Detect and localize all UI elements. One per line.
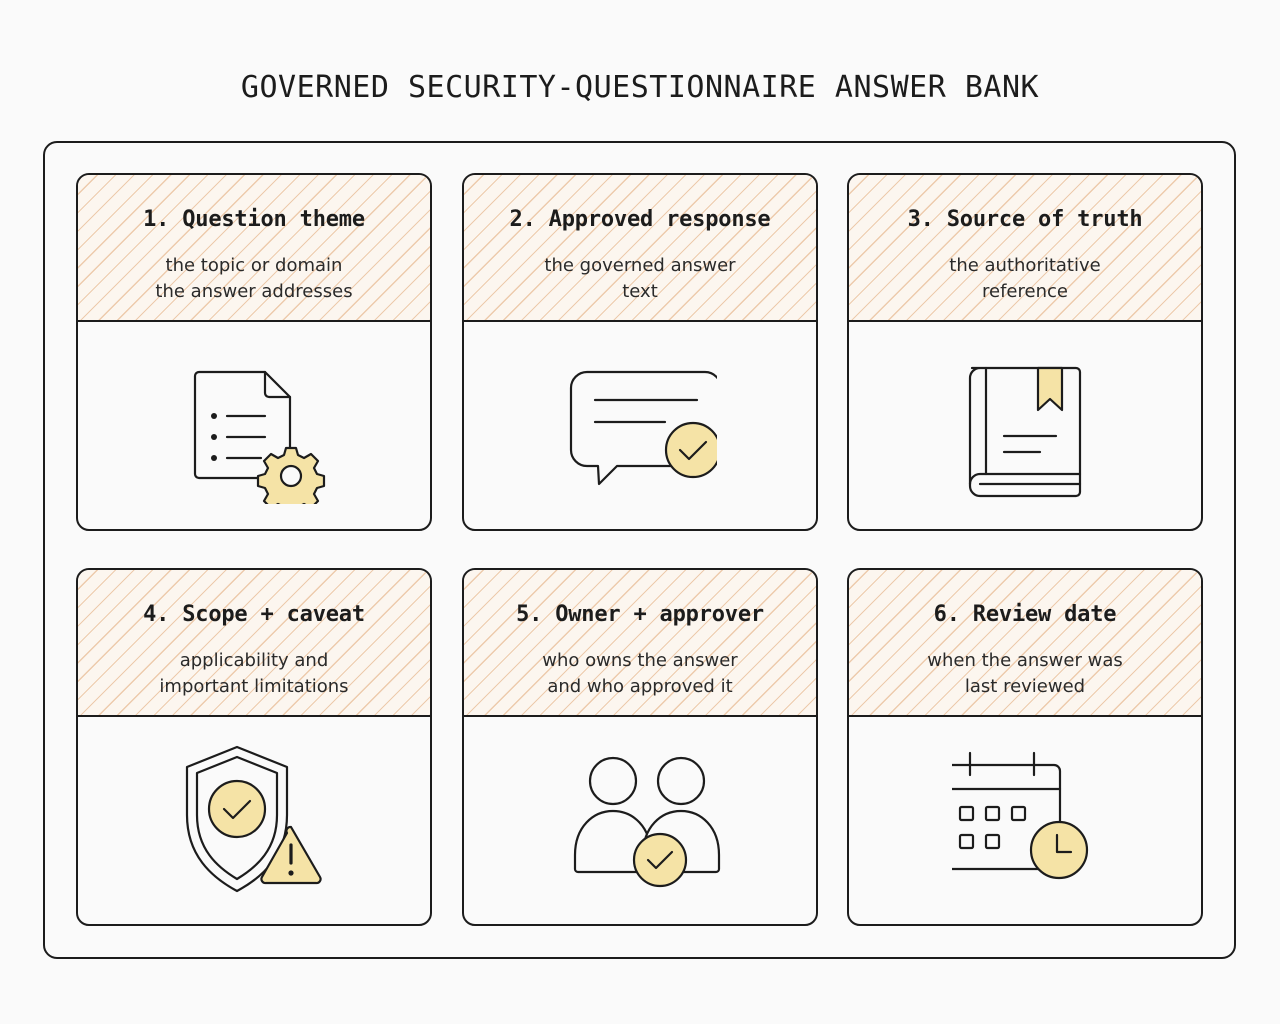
card-source-of-truth <box>847 173 1203 531</box>
card-header <box>849 570 1201 717</box>
card-description <box>494 253 786 305</box>
people-check-icon <box>542 739 742 899</box>
card-icon-area <box>78 717 430 926</box>
card-description-line: important limitations <box>159 676 349 697</box>
card-approved-response <box>462 173 818 531</box>
card-description-line: when the answer was <box>927 650 1123 671</box>
card-title: 5. Owner + approver <box>516 602 764 627</box>
card-description-line: the topic or domain <box>165 255 343 276</box>
card-description-line: text <box>622 281 658 302</box>
card-scope-caveat <box>76 568 432 926</box>
card-title: 1. Question theme <box>143 207 365 232</box>
card-title: 4. Scope + caveat <box>143 602 365 627</box>
card-owner-approver <box>462 568 818 926</box>
card-header <box>464 570 816 717</box>
document-gear-icon <box>181 344 331 504</box>
book-bookmark-icon <box>952 344 1102 504</box>
card-icon-area <box>78 322 430 531</box>
page-title: GOVERNED SECURITY-QUESTIONNAIRE ANSWER BANK <box>240 70 1040 105</box>
card-description <box>494 648 786 700</box>
card-description-line: the answer addresses <box>155 281 353 302</box>
shield-warning-icon <box>181 739 331 899</box>
card-description-line: last reviewed <box>964 676 1086 697</box>
card-description-line: the governed answer <box>544 255 736 276</box>
card-header <box>78 175 430 322</box>
card-icon-area <box>849 322 1201 531</box>
card-header <box>464 175 816 322</box>
chat-check-icon <box>567 344 717 504</box>
card-title: 3. Source of truth <box>907 207 1143 232</box>
card-description <box>879 648 1171 700</box>
card-icon-area <box>464 717 816 926</box>
card-description-line: who owns the answer <box>542 650 738 671</box>
calendar-clock-icon <box>952 739 1102 899</box>
card-description-line: the authoritative <box>949 255 1101 276</box>
card-description-line: and who approved it <box>547 676 733 697</box>
card-description <box>108 253 400 305</box>
card-header <box>78 570 430 717</box>
card-title: 6. Review date <box>933 602 1117 627</box>
card-header <box>849 175 1201 322</box>
card-icon-area <box>849 717 1201 926</box>
card-description <box>108 648 400 700</box>
card-icon-area <box>464 322 816 531</box>
card-description-line: applicability and <box>179 650 329 671</box>
card-description <box>879 253 1171 305</box>
card-title: 2. Approved response <box>509 207 771 232</box>
card-review-date <box>847 568 1203 926</box>
card-description-line: reference <box>982 281 1068 302</box>
card-question-theme <box>76 173 432 531</box>
